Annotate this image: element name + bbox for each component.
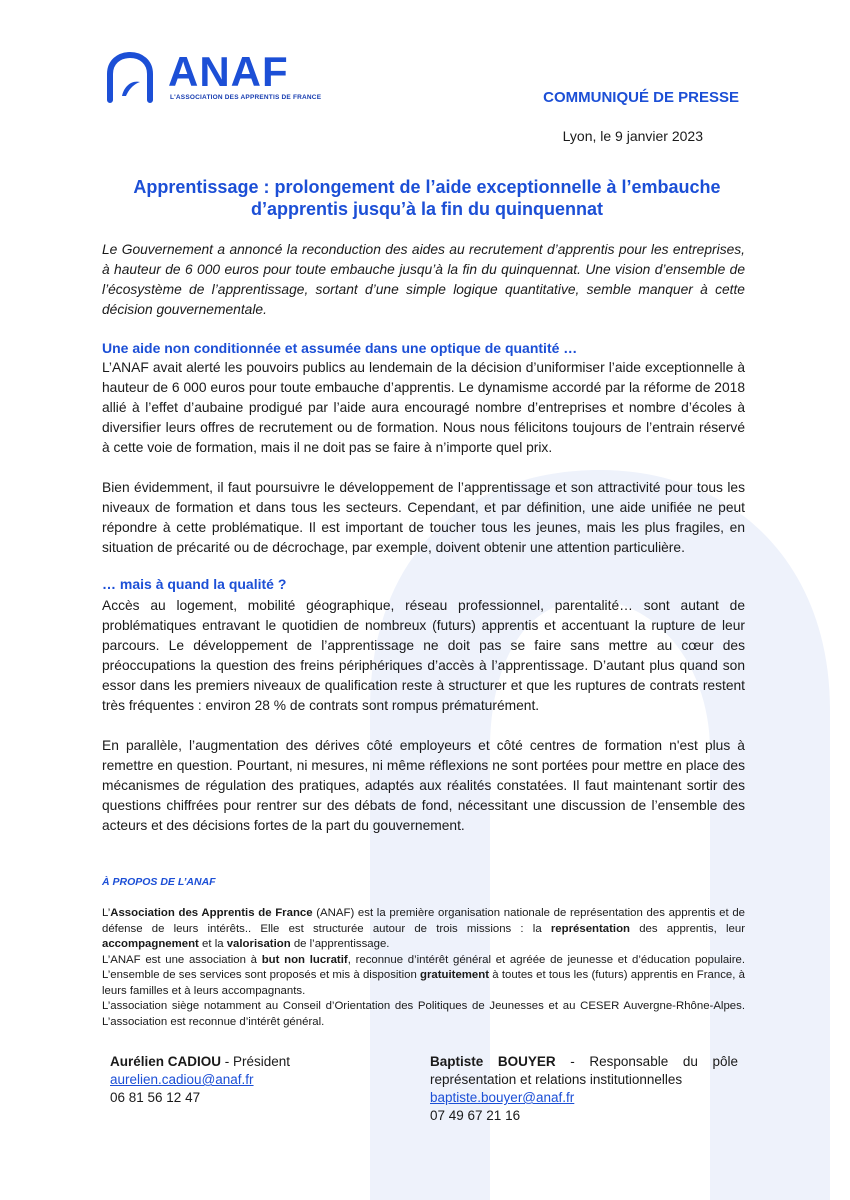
- contact-name-line: [430, 1053, 738, 1089]
- contact-name-line: [110, 1053, 370, 1071]
- section-1-paragraph-1: L’ANAF avait alerté les pouvoirs publics au lendemain de la décision d’uniformiser l’aide exceptionnelle à hauteur de 6 000 euros pour toute embauche d’apprentis. Le dynamisme accordé par la réforme de 2018 allié à l’effet d’aubaine prodigué par l’aide aura encouragé nombre d’entreprises et nombre d’écoles à diversifier leurs offres de recrutement ou de formation. Nous nous félicitons toujours de l’entrain réservé à cette voie de formation, mais il ne doit pas se faire à n’importe quel prix.: [102, 360, 745, 455]
- about-text: , reconnue d’intérêt général et agréée de jeunesse et d’éducation populaire. L’ensemble de ses services sont proposés et mis à disposition: [102, 953, 746, 981]
- about-bold: accompagnement: [102, 938, 199, 950]
- about-bold: Association des Apprentis de France: [110, 907, 313, 919]
- intro-paragraph: Le Gouvernement a annoncé la reconduction des aides au recrutement d’apprentis pour les entreprises, à hauteur de 6 000 euros pour toute embauche jusqu’à la fin du quinquennat. Une vision d’ensemble de l’écosystème de l’apprentissage, sortant d’une simple logique quantitative, semble manquer à cette décision gouvernementale.: [102, 242, 745, 317]
- about-text: des apprentis, leur: [630, 922, 745, 935]
- document-date: Lyon, le 9 janvier 2023: [562, 128, 703, 144]
- contact-role: - Responsable du pôle représentation et relations institutionnelles: [430, 1054, 738, 1087]
- title-line-1: Apprentissage : prolongement de l’aide exceptionnelle à l’embauche: [133, 177, 721, 197]
- about-paragraph-1: [102, 906, 745, 953]
- page-title: [102, 176, 752, 220]
- title-line-2: d’apprentis jusqu’à la fin du quinquennat: [250, 199, 603, 219]
- about-bold: valorisation: [226, 938, 291, 950]
- section-2-heading: … mais à quand la qualité ?: [102, 576, 287, 592]
- about-text: et la: [198, 938, 227, 950]
- about-paragraph-2: [102, 953, 745, 1000]
- about-text: (ANAF) est la première organisation nationale de représentation des apprentis et de défense de leurs intérêts.. Elle est structurée autour de trois missions : la: [102, 907, 745, 935]
- contact-phone: 06 81 56 12 47: [110, 1090, 201, 1105]
- section-1-heading: Une aide non conditionnée et assumée dans une optique de quantité …: [102, 340, 578, 356]
- about-paragraph-3: L’association siège notamment au Conseil d’Orientation des Politiques de Jeunesses et au CESER Auvergne-Rhône-Alpes. L’association est reconnue d’intérêt général.: [102, 1000, 745, 1028]
- about-heading: À PROPOS DE L’ANAF: [102, 876, 216, 888]
- section-2-paragraph-1: Accès au logement, mobilité géographique, réseau professionnel, parentalité… sont autant de problématiques entravant le quotidien de nombreux (futurs) apprentis et accentuant la rupture de leur parcours. Le développement de l’apprentissage ne doit pas se faire sans mettre au cœur des préoccupations la question des freins périphériques d’accès à l’apprentissage. D’autant plus quand son essor dans les premiers niveaux de qualification reste à structurer et que les ruptures de contrats restent très fréquentes : environ 28 % de contrats sont rompus prématurément.: [102, 598, 745, 713]
- contact-name: Baptiste BOUYER: [430, 1054, 556, 1069]
- contact-block-representation: [430, 1053, 738, 1125]
- about-bold: représentation: [550, 922, 630, 935]
- about-text: de l’apprentissage.: [290, 938, 390, 950]
- anaf-logo-icon: [104, 52, 156, 104]
- about-section: [102, 906, 745, 1030]
- contact-name: Aurélien CADIOU: [110, 1054, 222, 1069]
- contact-email-link[interactable]: baptiste.bouyer@anaf.fr: [430, 1090, 575, 1105]
- contact-email-link[interactable]: aurelien.cadiou@anaf.fr: [110, 1072, 254, 1087]
- section-2-paragraph-2: En parallèle, l’augmentation des dérives côté employeurs et côté centres de formation n'est plus à remettre en question. Pourtant, ni mesures, ni même réflexions ne sont portées pour mettre en place des mécanismes de régulation des pratiques, adaptés aux réalités constatées. Il faut maintenant sortir des questions chiffrées pour rentrer sur des débats de fond, nécessitant une discussion de l’ensemble des acteurs et des décisions fortes de la part du gouvernement.: [102, 738, 745, 833]
- about-text: L’: [102, 907, 111, 919]
- section-1-paragraph-2: Bien évidemment, il faut poursuivre le développement de l’apprentissage et son attractivité pour tous les niveaux de formation et dans tous les secteurs. Cependant, et par définition, une aide unifiée ne peut répondre à cette problématique. Il est important de toucher tous les jeunes, mais les plus fragiles, en situation de précarité ou de décrochage, par exemple, doivent obtenir une attention particulière.: [102, 480, 745, 555]
- logo-wordmark: ANAF: [168, 48, 289, 95]
- about-text: à toutes et tous les (futurs) apprentis en France, à leurs familles et à leurs accompagnants.: [102, 969, 745, 997]
- logo-subtitle: L'ASSOCIATION DES APPRENTIS DE FRANCE: [170, 94, 322, 101]
- contact-block-president: [110, 1053, 370, 1107]
- document-type: COMMUNIQUÉ DE PRESSE: [543, 89, 739, 106]
- about-bold: but non lucratif: [261, 953, 348, 966]
- about-text: L’ANAF est une association à: [102, 953, 262, 966]
- about-bold: gratuitement: [420, 969, 490, 981]
- contact-role: - Président: [221, 1054, 291, 1069]
- contact-phone: 07 49 67 21 16: [430, 1108, 521, 1123]
- anaf-logo: [104, 48, 322, 108]
